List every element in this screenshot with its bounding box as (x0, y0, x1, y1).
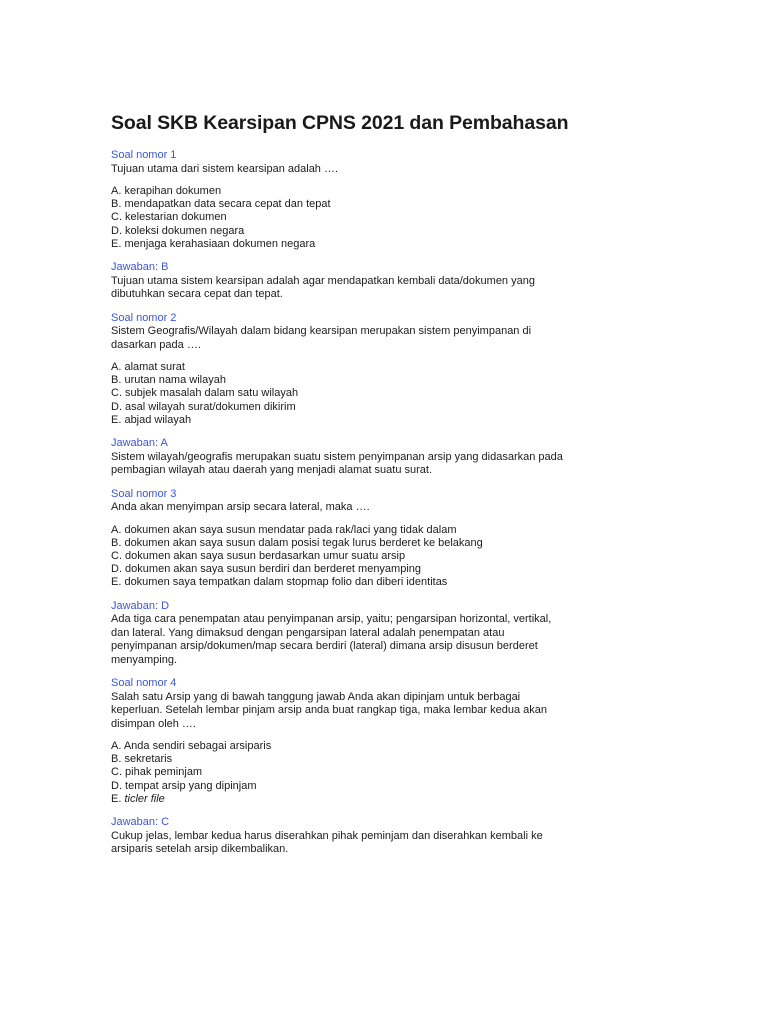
option-item: A. kerapihan dokumen (111, 185, 222, 197)
option-list (111, 524, 571, 590)
answer-label: Jawaban: D (111, 599, 170, 612)
option-item: D. dokumen akan saya susun berdiri dan berderet menyamping (111, 563, 422, 576)
option-item: C. dokumen akan saya susun berdasarkan umur suatu arsip (111, 549, 406, 562)
answer-explanation: Tujuan utama sistem kearsipan adalah agar mendapatkan kembali data/dokumen yang dibutuhkan secara cepat dan tepat. (111, 274, 535, 301)
question-text: Tujuan utama dari sistem kearsipan adalah …. (111, 162, 339, 175)
option-item: A. Anda sendiri sebagai arsiparis (111, 740, 272, 753)
answer-explanation: Ada tiga cara penempatan atau penyimpanan arsip, yaitu; pengarsipan horizontal, vertikal, dan lateral. Yang dimaksud dengan pengarsipan lateral adalah penempatan atau penyimpanan arsip/dokumen/map secara berdiri (lateral) dimana arsip disusun berderet menyamping. (111, 613, 552, 666)
answer-label: Jawaban: C (111, 816, 170, 829)
question-label: Soal nomor 2 (111, 311, 177, 324)
option-item: C. subjek masalah dalam satu wilayah (111, 387, 299, 400)
option-item (111, 793, 571, 806)
question-text: Anda akan menyimpan arsip secara lateral, maka …. (111, 501, 370, 514)
option-item: A. dokumen akan saya susun mendatar pada rak/laci yang tidak dalam (111, 523, 457, 536)
answer-label: Jawaban: B (111, 261, 169, 274)
option-item: E. dokumen saya tempatkan dalam stopmap folio dan diberi identitas (111, 576, 448, 589)
answer-block-3 (111, 600, 571, 668)
option-item: B. mendapatkan data secara cepat dan tepat (111, 198, 331, 211)
option-item: E. menjaga kerahasiaan dokumen negara (111, 237, 316, 250)
option-item: C. pihak peminjam (111, 766, 203, 779)
question-block-3 (111, 488, 571, 590)
question-label: Soal nomor 3 (111, 487, 177, 500)
question-label: Soal nomor 1 (111, 149, 177, 161)
page-title: Soal SKB Kearsipan CPNS 2021 dan Pembahasan (111, 112, 569, 134)
option-item: D. koleksi dokumen negara (111, 224, 245, 237)
answer-explanation: Cukup jelas, lembar kedua harus diserahkan pihak peminjam dan diserahkan kembali ke arsiparis setelah arsip dikembalikan. (111, 829, 543, 856)
answer-label: Jawaban: A (111, 437, 168, 450)
answer-block-1 (111, 261, 571, 302)
option-list (111, 740, 571, 806)
option-item: C. kelestarian dokumen (111, 211, 227, 224)
answer-block-4 (111, 816, 571, 857)
option-item: B. urutan nama wilayah (111, 374, 226, 387)
option-list (111, 361, 571, 427)
option-item: D. asal wilayah surat/dokumen dikirim (111, 400, 296, 413)
option-item: E. abjad wilayah (111, 413, 192, 426)
option-item: B. sekretaris (111, 753, 173, 766)
option-prefix: E. (111, 792, 125, 805)
option-list (111, 185, 571, 251)
option-italic-text: ticler file (124, 792, 165, 805)
question-text: Salah satu Arsip yang di bawah tanggung jawab Anda akan dipinjam untuk berbagai keperluan. Setelah lembar pinjam arsip anda buat rangkap tiga, maka lembar kedua akan disimpan oleh …. (111, 690, 547, 730)
question-block-2 (111, 312, 571, 428)
question-block-1 (111, 149, 571, 251)
answer-explanation: Sistem wilayah/geografis merupakan suatu sistem penyimpanan arsip yang didasarkan pada pembagian wilayah atau daerah yang menjadi alamat suatu surat. (111, 450, 563, 477)
question-text: Sistem Geografis/Wilayah dalam bidang kearsipan merupakan sistem penyimpanan di dasarkan pada …. (111, 325, 532, 351)
option-item: D. tempat arsip yang dipinjam (111, 779, 257, 792)
document-content (111, 112, 571, 867)
option-item: A. alamat surat (111, 361, 185, 374)
option-item: B. dokumen akan saya susun dalam posisi tegak lurus berderet ke belakang (111, 536, 483, 549)
answer-block-2 (111, 437, 571, 478)
question-label: Soal nomor 4 (111, 677, 177, 690)
question-block-4 (111, 677, 571, 806)
